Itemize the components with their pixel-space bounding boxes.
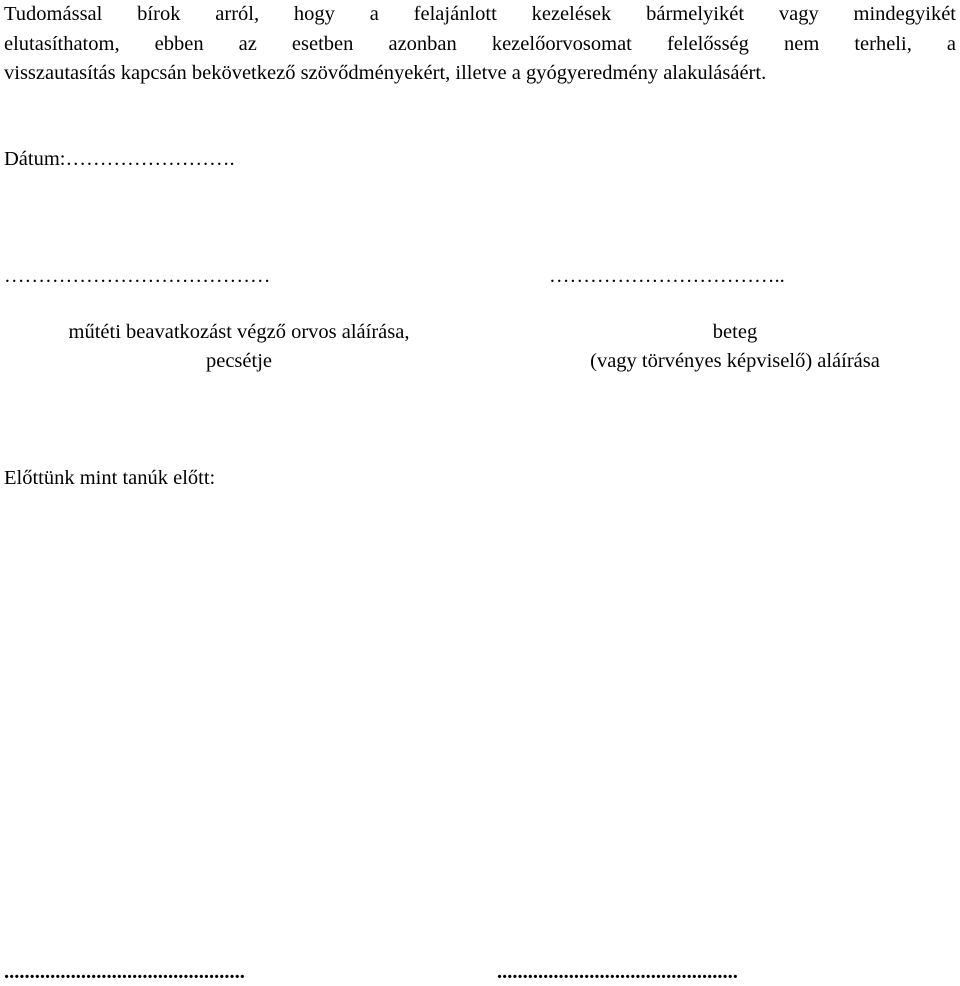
doctor-label-line1: műtéti beavatkozást végző orvos aláírása, <box>68 321 410 343</box>
witness-signature-line-1[interactable]: ............................................... <box>4 961 245 983</box>
doctor-signature-label <box>4 318 474 376</box>
doctor-signature-line[interactable]: ………………………………… <box>4 265 271 287</box>
patient-label-line2: (vagy törvényes képviselő) aláírása <box>590 350 880 372</box>
date-dots: ……………………. <box>65 148 235 170</box>
date-field[interactable] <box>4 145 235 173</box>
patient-signature-label <box>540 318 930 376</box>
paragraph-line: visszautasítás kapcsán bekövetkező szövődményekért, illetve a gyógyeredmény alakulásáért. <box>4 62 767 84</box>
witness-label: Előttünk mint tanúk előtt: <box>4 467 216 489</box>
doctor-label-line2: pecsétje <box>205 350 272 372</box>
witness-signature-line-2[interactable]: ............................................... <box>497 961 738 983</box>
paragraph-line: Tudomással bírok arról, hogy a felajánlott kezelések bármelyikét vagy mindegyikét <box>4 3 956 25</box>
patient-label-line1: beteg <box>712 321 758 343</box>
paragraph-line: elutasíthatom, ebben az esetben azonban kezelőorvosomat felelősség nem terheli, a <box>4 32 956 55</box>
patient-signature-line[interactable]: …………………………….. <box>549 265 785 287</box>
consent-paragraph <box>4 0 956 89</box>
date-label: Dátum: <box>4 148 66 170</box>
